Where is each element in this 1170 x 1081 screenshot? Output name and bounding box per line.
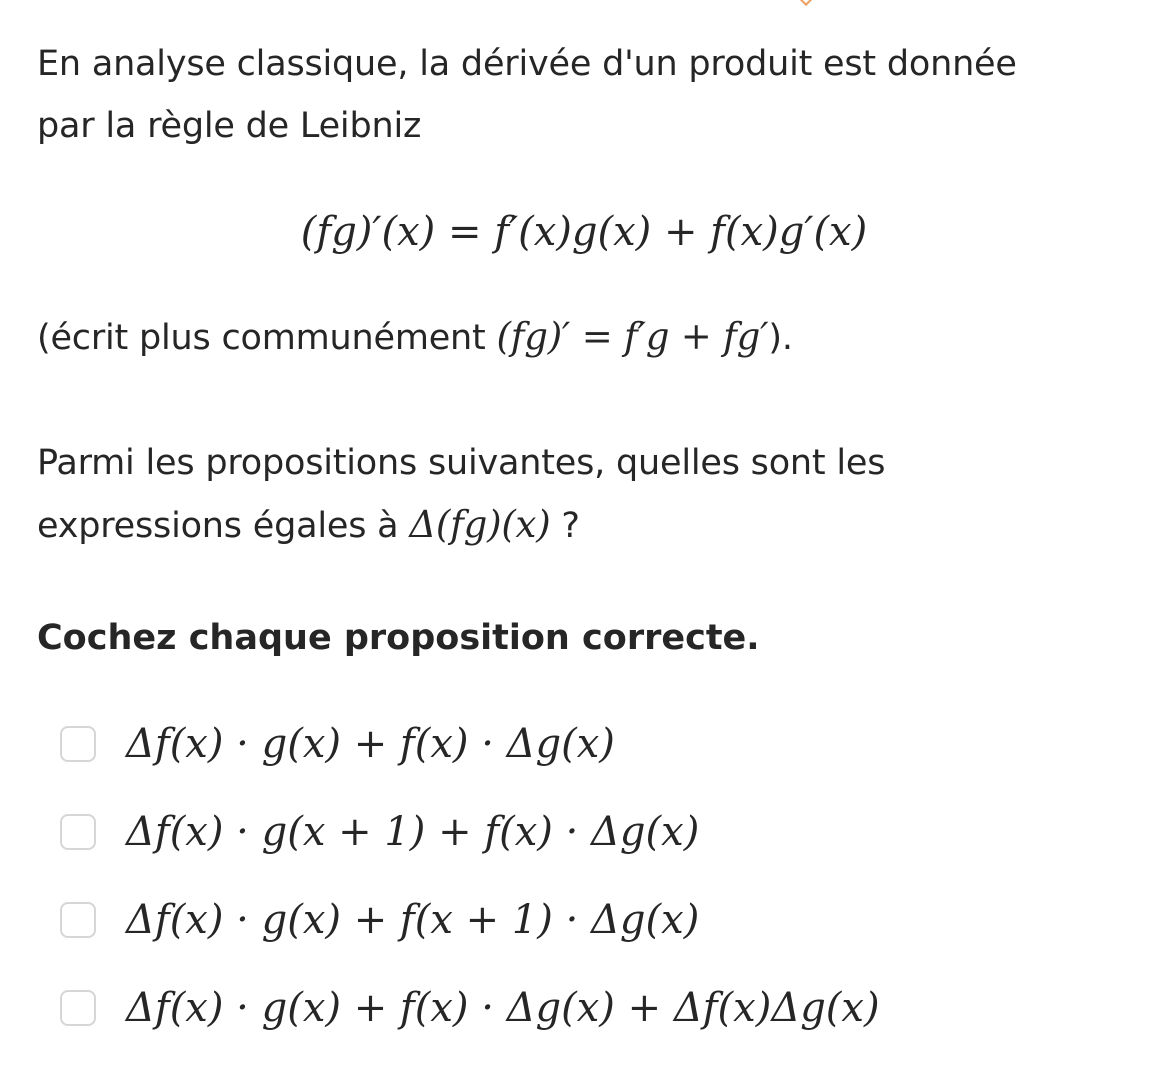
option-checkbox[interactable] — [60, 726, 96, 762]
formula-note-prefix: (écrit plus communément — [37, 318, 497, 358]
question-line-1: Parmi les propositions suivantes, quelles sont les — [37, 443, 886, 483]
intro-line-2: par la règle de Leibniz — [37, 106, 422, 146]
options-list — [60, 700, 1140, 1052]
option-label: Δf(x) · g(x) + f(x) · Δg(x) — [126, 721, 615, 767]
option-label: Δf(x) · g(x) + f(x) · Δg(x) + Δf(x)Δg(x) — [126, 985, 880, 1031]
question-line-2-suffix: ? — [550, 506, 580, 546]
question-line-2-math: Δ(fg)(x) — [409, 503, 551, 546]
option-item[interactable] — [60, 700, 1140, 788]
leibniz-formula: (fg)′(x) = f′(x)g(x) + f(x)g′(x) — [300, 209, 868, 255]
intro-line-1: En analyse classique, la dérivée d'un produit est donnée — [37, 44, 1017, 84]
option-checkbox[interactable] — [60, 902, 96, 938]
option-label: Δf(x) · g(x + 1) + f(x) · Δg(x) — [126, 809, 700, 855]
option-item[interactable] — [60, 788, 1140, 876]
option-checkbox[interactable] — [60, 814, 96, 850]
formula-note-math: (fg)′ = f′g + fg′ — [496, 315, 769, 358]
formula-note-suffix: ). — [768, 318, 793, 358]
intro-text — [37, 33, 1017, 157]
chevron-up-icon — [799, 0, 813, 6]
option-label: Δf(x) · g(x) + f(x + 1) · Δg(x) — [126, 897, 700, 943]
instruction-text: Cochez chaque proposition correcte. — [37, 618, 760, 658]
option-checkbox[interactable] — [60, 990, 96, 1026]
option-item[interactable] — [60, 876, 1140, 964]
option-item[interactable] — [60, 964, 1140, 1052]
question-text — [37, 432, 885, 557]
question-line-2-prefix: expressions égales à — [37, 506, 410, 546]
formula-note — [37, 306, 793, 369]
